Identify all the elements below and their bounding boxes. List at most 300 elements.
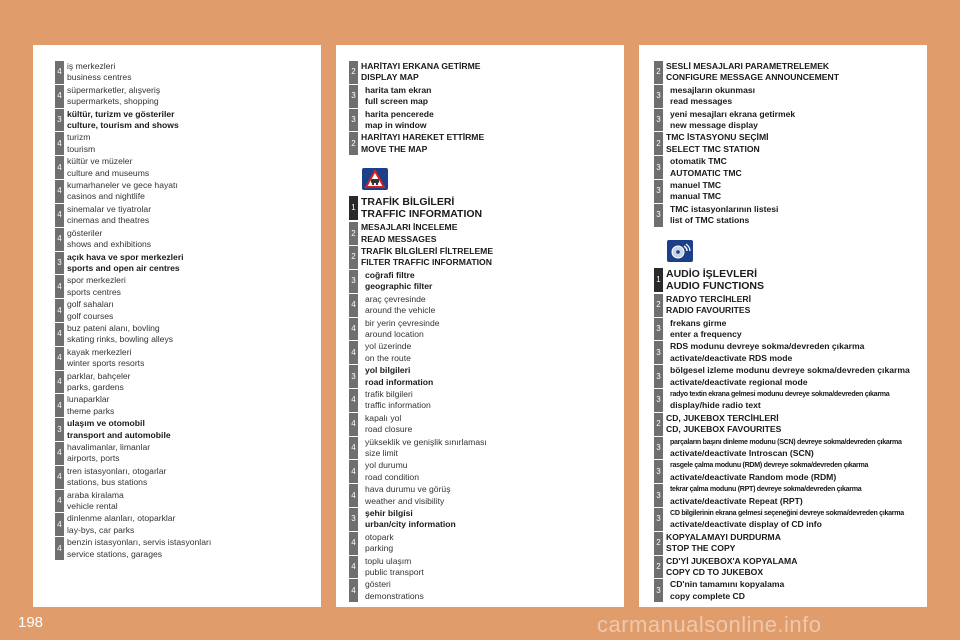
menu-entry-level-2 [336, 222, 624, 245]
level-badge: 2 [654, 294, 663, 317]
entry-text [670, 109, 927, 132]
entry-label-english: golf courses [67, 310, 114, 321]
menu-entry-level-3 [639, 508, 927, 531]
entry-text [670, 180, 927, 203]
entry-label-turkish: dinlenme alanları, otoparklar [67, 513, 176, 524]
level-badge: 4 [349, 341, 358, 364]
menu-entry-level-2 [639, 61, 927, 84]
entry-label-english: sports and open air centres [67, 262, 180, 273]
entry-label-turkish: iş merkezleri [67, 61, 116, 71]
level-badge: 3 [654, 156, 663, 179]
level-badge: 4 [55, 394, 64, 417]
entry-label-turkish: SESLİ MESAJLARI PARAMETRELEMEK [666, 61, 830, 71]
menu-entry-level-3 [336, 270, 624, 293]
entry-label-english: vehicle rental [67, 501, 118, 512]
level-badge: 2 [654, 532, 663, 555]
entry-label-turkish: kültür, turizm ve gösteriler [67, 108, 175, 119]
level-badge: 4 [55, 228, 64, 251]
entry-label-english: public transport [365, 567, 424, 578]
level-badge: 3 [654, 579, 663, 602]
level-badge: 4 [55, 490, 64, 513]
entry-label-english: service stations, garages [67, 548, 163, 559]
menu-entry-level-4 [336, 294, 624, 317]
entry-text [670, 484, 927, 507]
entry-text [67, 156, 321, 179]
entry-text [67, 180, 321, 203]
entry-label-turkish: frekans girme [670, 317, 727, 328]
entry-label-english: business centres [67, 72, 132, 83]
entry-text [670, 85, 927, 108]
entry-label-english: sports centres [67, 286, 121, 297]
level-badge: 4 [349, 532, 358, 555]
entry-label-turkish: gösteriler [67, 227, 103, 238]
entry-text [670, 508, 927, 531]
entry-text [67, 490, 321, 513]
entry-label-turkish: TMC istasyonlarının listesi [670, 203, 779, 214]
entry-label-turkish: RADYO TERCİHLERİ [666, 293, 751, 304]
level-badge: 4 [55, 132, 64, 155]
entry-label-english: activate/deactivate regional mode [670, 376, 808, 387]
menu-entry-level-2 [336, 132, 624, 155]
entry-label-turkish: radyo textin ekrana gelmesi modunu devreye sokma/devreden çıkarma [670, 389, 890, 398]
entry-label-english: parks, gardens [67, 381, 124, 392]
level-badge: 4 [349, 556, 358, 579]
level-badge: 1 [654, 268, 663, 292]
level-badge: 4 [55, 204, 64, 227]
entry-text [365, 556, 624, 579]
entry-label-english: activate/deactivate display of CD info [670, 519, 822, 530]
entry-label-english: traffic information [365, 400, 431, 411]
entry-text [67, 252, 321, 275]
entry-label-turkish: rasgele çalma modunu (RDM) devreye sokma/devreden çıkarma [670, 461, 869, 470]
entry-label-turkish: CD'nin tamamını kopyalama [670, 579, 785, 590]
entry-label-english: around location [365, 328, 424, 339]
entry-label-turkish: yeni mesajları ekrana getirmek [670, 108, 796, 119]
entry-label-english: airports, ports [67, 453, 120, 464]
level-badge: 3 [654, 204, 663, 227]
entry-label-english: display/hide radio text [670, 400, 761, 411]
entry-label-turkish: toplu ulaşım [365, 555, 412, 566]
entry-text [365, 270, 624, 293]
menu-entry-level-3 [639, 109, 927, 132]
entry-label-turkish: süpermarketler, alışveriş [67, 84, 161, 95]
entry-label-english: READ MESSAGES [361, 233, 437, 244]
entry-text [666, 268, 927, 292]
entry-label-turkish: spor merkezleri [67, 275, 126, 286]
entry-text [666, 132, 927, 155]
menu-entry-level-4 [33, 61, 321, 84]
entry-label-english: CD, JUKEBOX FAVOURITES [666, 424, 782, 435]
level-badge: 4 [349, 484, 358, 507]
level-badge: 4 [55, 299, 64, 322]
entry-label-english: geographic filter [365, 281, 433, 292]
level-badge: 3 [654, 109, 663, 132]
entry-text [670, 341, 927, 364]
level-badge: 2 [654, 61, 663, 84]
menu-entry-level-4 [33, 323, 321, 346]
level-badge: 3 [654, 389, 663, 412]
entry-text [361, 196, 624, 220]
entry-text [67, 323, 321, 346]
level-badge: 4 [349, 437, 358, 460]
entry-text [365, 85, 624, 108]
entry-label-english: transport and automobile [67, 429, 171, 440]
menu-entry-level-2 [639, 132, 927, 155]
level-badge: 3 [654, 460, 663, 483]
level-badge: 3 [654, 341, 663, 364]
level-badge: 3 [349, 365, 358, 388]
entry-label-english: culture and museums [67, 167, 150, 178]
entry-text [67, 204, 321, 227]
menu-entry-level-4 [336, 556, 624, 579]
entry-label-english: manual TMC [670, 191, 722, 202]
entry-label-english: activate/deactivate Repeat (RPT) [670, 495, 803, 506]
entry-label-turkish: harita tam ekran [365, 84, 432, 95]
entry-label-english: tourism [67, 143, 96, 154]
audio-functions-icon [667, 240, 693, 262]
entry-text [670, 579, 927, 602]
entry-text [670, 204, 927, 227]
page-number: 198 [18, 614, 44, 631]
menu-entry-level-4 [336, 484, 624, 507]
entry-label-english: demonstrations [365, 590, 424, 601]
middle-column-panel [336, 45, 624, 607]
entry-label-turkish: CD'Yİ JUKEBOX'A KOPYALAMA [666, 555, 798, 566]
level-badge: 3 [654, 180, 663, 203]
entry-label-english: activate/deactivate RDS mode [670, 352, 793, 363]
entry-label-english: STOP THE COPY [666, 543, 736, 554]
level-badge: 2 [349, 61, 358, 84]
level-badge: 3 [654, 437, 663, 460]
level-badge: 3 [654, 508, 663, 531]
level-badge: 4 [55, 347, 64, 370]
entry-text [670, 365, 927, 388]
entry-label-english: read messages [670, 96, 733, 107]
entry-label-english: lay-bys, car parks [67, 524, 135, 535]
entry-label-turkish: mesajların okunması [670, 84, 756, 95]
menu-entry-level-3 [639, 484, 927, 507]
watermark: carmanualsonline.info [597, 612, 822, 637]
menu-entry-level-4 [33, 85, 321, 108]
entry-text [670, 460, 927, 483]
level-badge: 2 [654, 132, 663, 155]
entry-label-english: copy complete CD [670, 590, 745, 601]
entry-label-turkish: otomatik TMC [670, 156, 727, 167]
entry-text [365, 484, 624, 507]
entry-label-turkish: manuel TMC [670, 180, 722, 191]
entry-label-english: supermarkets, shopping [67, 96, 159, 107]
entry-label-turkish: MESAJLARI İNCELEME [361, 222, 458, 233]
entry-label-english: theme parks [67, 405, 115, 416]
entry-text [666, 61, 927, 84]
entry-label-english: urban/city information [365, 519, 456, 530]
traffic-warning-icon [362, 168, 388, 190]
entry-text [670, 156, 927, 179]
entry-label-turkish: kapalı yol [365, 412, 402, 423]
menu-entry-level-4 [33, 204, 321, 227]
menu-entry-level-3 [33, 252, 321, 275]
entry-label-english: around the vehicle [365, 305, 436, 316]
entry-label-english: COPY CD TO JUKEBOX [666, 567, 764, 578]
level-badge: 3 [349, 85, 358, 108]
entry-label-turkish: tekrar çalma modunu (RPT) devreye sokma/devreden çıkarma [670, 485, 862, 494]
menu-entry-level-4 [33, 466, 321, 489]
entry-label-turkish: açık hava ve spor merkezleri [67, 251, 184, 262]
menu-entry-level-1 [336, 196, 624, 220]
entry-label-turkish: tren istasyonları, otogarlar [67, 465, 167, 476]
entry-label-turkish: TMC İSTASYONU SEÇİMİ [666, 132, 769, 143]
entry-label-turkish: yol üzerinde [365, 341, 412, 352]
entry-label-english: weather and visibility [365, 495, 445, 506]
menu-entry-level-3 [639, 180, 927, 203]
entry-label-turkish: HARİTAYI HAREKET ETTİRME [361, 132, 485, 143]
entry-text [365, 460, 624, 483]
level-badge: 4 [55, 537, 64, 560]
entry-label-turkish: AUDİO İŞLEVLERİ [666, 267, 758, 280]
level-badge: 1 [349, 196, 358, 220]
entry-label-english: RADIO FAVOURITES [666, 305, 751, 316]
entry-label-turkish: harita pencerede [365, 108, 434, 119]
entry-text [670, 389, 927, 412]
entry-label-turkish: otopark [365, 531, 394, 542]
entry-text [67, 513, 321, 536]
level-badge: 4 [55, 513, 64, 536]
entry-label-english: skating rinks, bowling alleys [67, 334, 174, 345]
menu-tree-list [336, 61, 624, 603]
level-badge: 3 [654, 318, 663, 341]
level-badge: 3 [55, 109, 64, 132]
entry-text [67, 85, 321, 108]
entry-text [67, 132, 321, 155]
entry-label-turkish: şehir bilgisi [365, 508, 413, 518]
level-badge: 4 [349, 579, 358, 602]
level-badge: 3 [55, 418, 64, 441]
entry-label-english: map in window [365, 120, 427, 131]
menu-entry-level-4 [33, 275, 321, 298]
menu-entry-level-4 [33, 513, 321, 536]
menu-entry-level-4 [33, 156, 321, 179]
entry-text [361, 61, 624, 84]
menu-entry-level-3 [639, 365, 927, 388]
level-badge: 4 [55, 61, 64, 84]
menu-entry-level-4 [33, 299, 321, 322]
level-badge: 4 [55, 275, 64, 298]
level-badge: 4 [349, 389, 358, 412]
menu-entry-level-2 [639, 294, 927, 317]
level-badge: 4 [55, 466, 64, 489]
entry-label-turkish: yol bilgileri [365, 365, 411, 376]
menu-entry-level-4 [33, 180, 321, 203]
level-badge: 3 [654, 484, 663, 507]
entry-label-english: road information [365, 376, 434, 387]
menu-entry-level-3 [336, 365, 624, 388]
menu-entry-level-1 [639, 268, 927, 292]
entry-label-turkish: KOPYALAMAYI DURDURMA [666, 531, 781, 542]
menu-entry-level-3 [639, 460, 927, 483]
menu-entry-level-3 [639, 204, 927, 227]
entry-text [365, 508, 624, 531]
entry-label-english: cinemas and theatres [67, 215, 150, 226]
menu-entry-level-3 [639, 437, 927, 460]
menu-entry-level-3 [639, 579, 927, 602]
entry-label-english: parking [365, 543, 394, 554]
level-badge: 4 [349, 318, 358, 341]
entry-text [67, 299, 321, 322]
level-badge: 4 [55, 85, 64, 108]
menu-entry-level-3 [639, 85, 927, 108]
entry-label-english: size limit [365, 447, 398, 458]
menu-entry-level-4 [33, 132, 321, 155]
entry-label-turkish: benzin istasyonları, servis istasyonları [67, 537, 212, 548]
menu-entry-level-3 [639, 341, 927, 364]
level-badge: 2 [349, 222, 358, 245]
entry-label-turkish: kayak merkezleri [67, 346, 132, 357]
entry-text [670, 437, 927, 460]
entry-label-turkish: parçaların başını dinleme modunu (SCN) devreye sokma/devreden çıkarma [670, 437, 902, 446]
entry-text [67, 275, 321, 298]
entry-text [365, 294, 624, 317]
entry-text [670, 318, 927, 341]
entry-text [365, 579, 624, 602]
entry-label-turkish: sinemalar ve tiyatrolar [67, 203, 152, 214]
menu-entry-level-3 [33, 109, 321, 132]
entry-label-english: shows and exhibitions [67, 239, 152, 250]
entry-text [361, 132, 624, 155]
left-column-panel [33, 45, 321, 607]
entry-label-turkish: ulaşım ve otomobil [67, 418, 145, 429]
menu-entry-level-2 [336, 61, 624, 84]
entry-label-turkish: havalimanlar, limanlar [67, 442, 151, 452]
menu-tree-list [33, 61, 321, 561]
entry-label-english: AUDIO FUNCTIONS [666, 279, 764, 292]
entry-label-turkish: bölgesel izleme modunu devreye sokma/devreden çıkarma [670, 365, 910, 376]
entry-label-turkish: TRAFİK BİLGİLERİ [361, 196, 455, 209]
right-column-panel [639, 45, 927, 607]
entry-label-english: enter a frequency [670, 328, 742, 339]
entry-text [67, 347, 321, 370]
menu-entry-level-4 [33, 228, 321, 251]
entry-label-english: on the route [365, 352, 411, 363]
entry-label-english: new message display [670, 120, 758, 131]
menu-entry-level-4 [336, 318, 624, 341]
menu-entry-level-2 [336, 246, 624, 269]
level-badge: 2 [349, 246, 358, 269]
menu-entry-level-3 [336, 109, 624, 132]
menu-entry-level-4 [336, 579, 624, 602]
entry-label-turkish: yol durumu [365, 460, 408, 471]
menu-tree-list [639, 61, 927, 603]
entry-label-turkish: parklar, bahçeler [67, 370, 131, 381]
entry-text [67, 61, 321, 84]
entry-text [67, 466, 321, 489]
entry-label-english: AUTOMATIC TMC [670, 167, 742, 178]
entry-text [666, 413, 927, 436]
entry-label-turkish: kültür ve müzeler [67, 156, 133, 167]
entry-label-english: CONFIGURE MESSAGE ANNOUNCEMENT [666, 72, 839, 83]
menu-entry-level-4 [336, 437, 624, 460]
entry-text [666, 556, 927, 579]
level-badge: 4 [55, 371, 64, 394]
level-badge: 3 [654, 365, 663, 388]
entry-label-turkish: turizm [67, 132, 91, 143]
entry-label-english: culture, tourism and shows [67, 120, 179, 131]
entry-label-english: casinos and nightlife [67, 191, 145, 202]
level-badge: 3 [349, 270, 358, 293]
entry-text [67, 371, 321, 394]
menu-entry-level-3 [33, 418, 321, 441]
menu-entry-level-4 [33, 347, 321, 370]
entry-text [67, 109, 321, 132]
entry-label-turkish: gösteri [365, 579, 391, 590]
entry-label-turkish: TRAFİK BİLGİLERİ FİLTRELEME [361, 246, 494, 257]
menu-entry-level-4 [336, 341, 624, 364]
entry-label-turkish: yükseklik ve genişlik sınırlaması [365, 436, 487, 447]
level-badge: 3 [349, 508, 358, 531]
menu-entry-level-4 [336, 389, 624, 412]
menu-entry-level-4 [336, 460, 624, 483]
menu-entry-level-3 [639, 389, 927, 412]
level-badge: 4 [349, 294, 358, 317]
menu-entry-level-4 [33, 442, 321, 465]
entry-text [67, 228, 321, 251]
level-badge: 4 [55, 180, 64, 203]
entry-text [365, 437, 624, 460]
entry-text [365, 532, 624, 555]
menu-entry-level-4 [33, 537, 321, 560]
menu-entry-level-3 [639, 156, 927, 179]
entry-text [67, 537, 321, 560]
entry-label-turkish: araba kiralama [67, 489, 124, 500]
level-badge: 3 [349, 109, 358, 132]
level-badge: 2 [349, 132, 358, 155]
entry-text [365, 413, 624, 436]
entry-label-turkish: CD, JUKEBOX TERCİHLERİ [666, 412, 779, 423]
entry-label-turkish: trafik bilgileri [365, 388, 413, 399]
level-badge: 2 [654, 413, 663, 436]
entry-label-turkish: CD bilgilerinin ekrana gelmesi seçeneğini devreye sokma/devreden çıkarma [670, 509, 904, 517]
entry-text [666, 532, 927, 555]
entry-label-english: activate/deactivate Introscan (SCN) [670, 447, 814, 458]
entry-text [365, 341, 624, 364]
entry-text [361, 222, 624, 245]
entry-label-english: FILTER TRAFFIC INFORMATION [361, 257, 492, 268]
menu-entry-level-4 [336, 532, 624, 555]
menu-entry-level-4 [33, 371, 321, 394]
entry-label-turkish: araç çevresinde [365, 293, 426, 304]
entry-label-turkish: buz pateni alanı, bovling [67, 322, 160, 333]
entry-text [365, 365, 624, 388]
level-badge: 4 [55, 442, 64, 465]
level-badge: 4 [55, 323, 64, 346]
entry-label-english: SELECT TMC STATION [666, 143, 760, 154]
entry-label-english: TRAFFIC INFORMATION [361, 208, 483, 221]
entry-label-turkish: RDS modunu devreye sokma/devreden çıkarma [670, 341, 865, 352]
entry-label-turkish: lunaparklar [67, 394, 110, 405]
menu-entry-level-3 [336, 508, 624, 531]
level-badge: 4 [55, 156, 64, 179]
entry-label-turkish: HARİTAYI ERKANA GETİRME [361, 61, 481, 71]
menu-entry-level-2 [639, 532, 927, 555]
entry-label-turkish: golf sahaları [67, 299, 114, 310]
entry-text [365, 389, 624, 412]
menu-entry-level-2 [639, 556, 927, 579]
entry-text [666, 294, 927, 317]
menu-entry-level-4 [33, 394, 321, 417]
level-badge: 3 [654, 85, 663, 108]
entry-text [365, 109, 624, 132]
entry-text [365, 318, 624, 341]
entry-text [67, 394, 321, 417]
